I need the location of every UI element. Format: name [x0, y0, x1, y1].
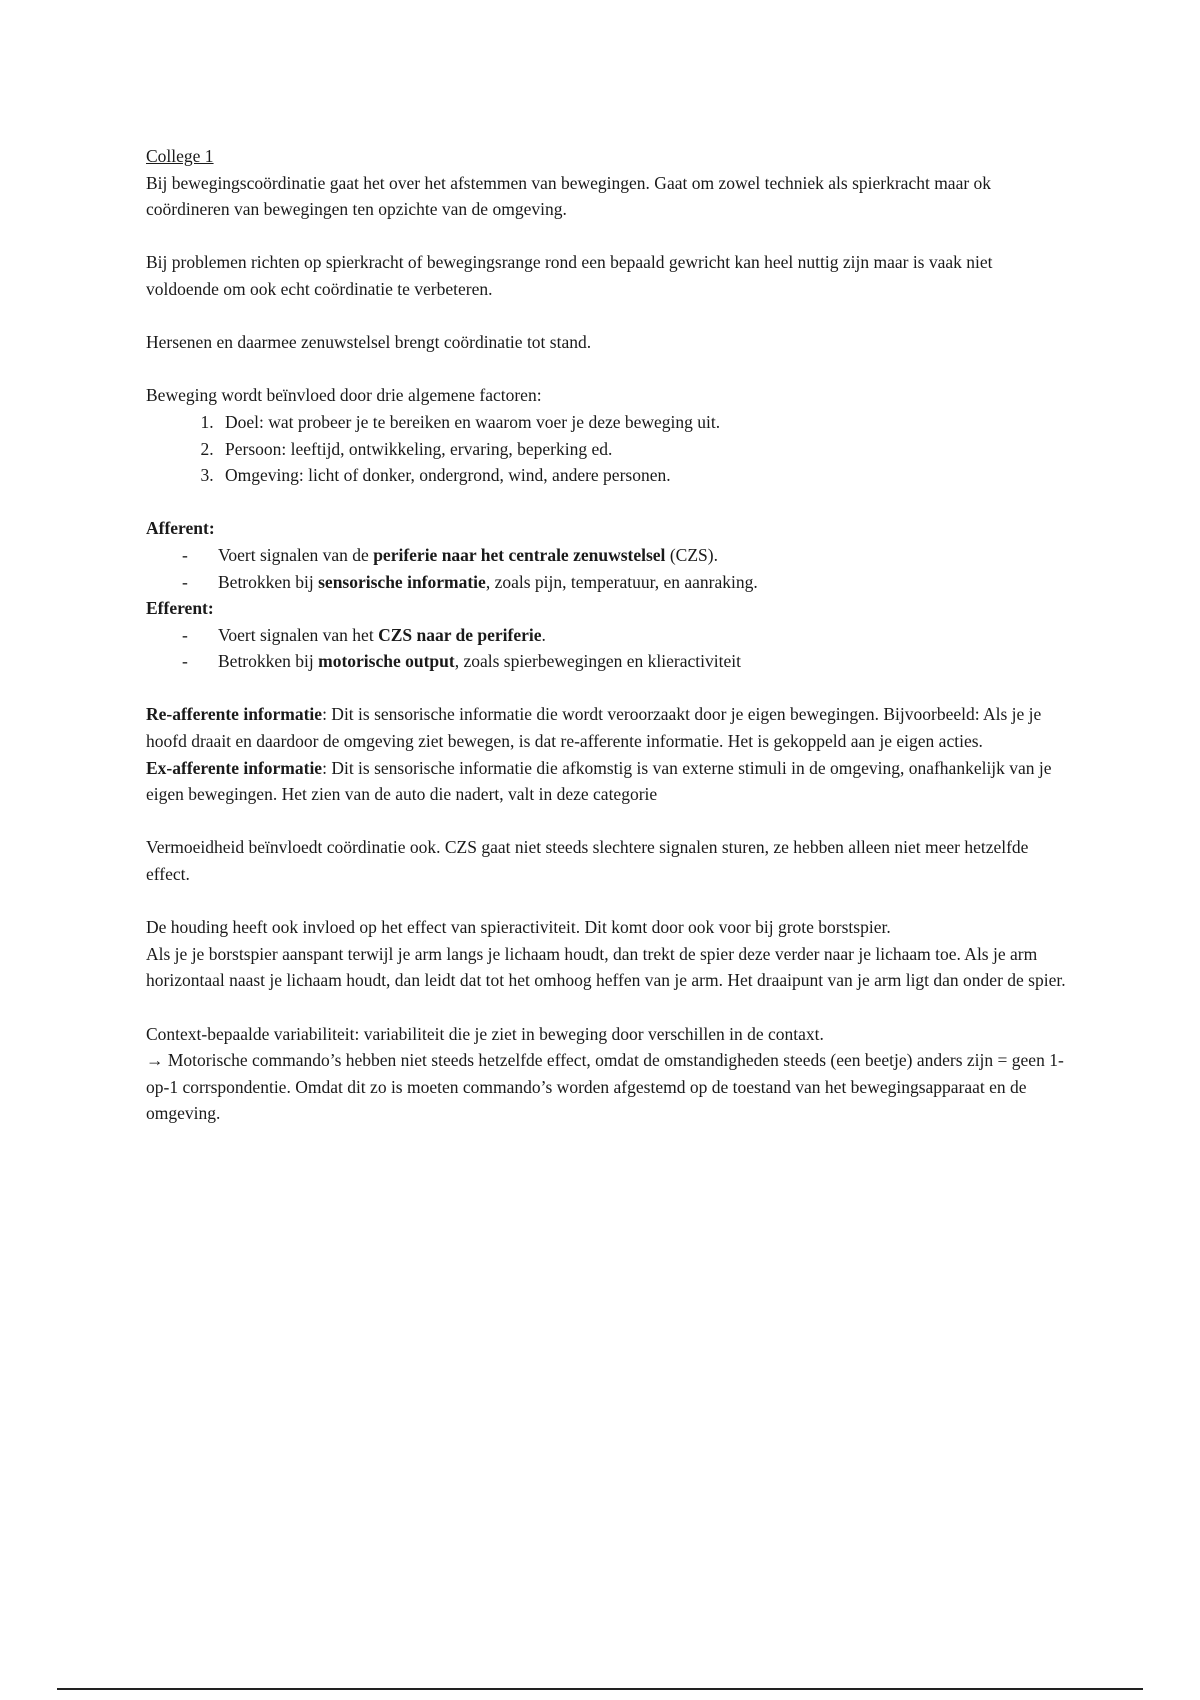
factors-list [146, 409, 1066, 489]
list-item: 2. Persoon: leeftijd, ontwikkeling, ervaring, beperking ed. [218, 436, 1066, 463]
problems-paragraph: Bij problemen richten op spierkracht of bewegingsrange rond een bepaald gewricht kan heel nuttig zijn maar is vaak niet voldoende om ook echt coördinatie te verbeteren. [146, 252, 993, 299]
list-item: 1. Doel: wat probeer je te bereiken en waarom voer je deze beweging uit. [218, 409, 1066, 436]
fatigue-paragraph: Vermoeidheid beïnvloedt coördinatie ook. CZS gaat niet steeds slechtere signalen sturen, ze hebben alleen niet meer hetzelfde effect. [146, 837, 1029, 885]
document-page [146, 143, 1066, 1127]
list-item: 3. Omgeving: licht of donker, ondergrond, wind, andere personen. [218, 462, 1066, 489]
list-item: - Voert signalen van het CZS naar de periferie. [218, 622, 1066, 649]
afferent-list [146, 542, 1066, 595]
posture-paragraph-2: Als je je borstspier aanspant terwijl je arm langs je lichaam houdt, dan trekt de spier deze verder naar je lichaam toe. Als je arm horizontaal naast je lichaam houdt, dan leidt dat tot het omhoog heffen van je arm. Het draaipunt van je arm ligt dan onder de spier. [146, 943, 1066, 991]
exafferent-paragraph: Ex-afferente informatie: Dit is sensorische informatie die afkomstig is van externe stimuli in de omgeving, onafhankelijk van je eigen bewegingen. Het zien van de auto die nadert, valt in deze categorie [146, 757, 1052, 805]
context-paragraph-2: → Motorische commando’s hebben niet steeds hetzelfde effect, omdat de omstandigheden steeds (een beetje) anders zijn = geen 1-op-1 corrspondentie. Omdat dit zo is moeten commando’s worden afgestemd op de toestand van het bewegingsapparaat en de omgeving. [146, 1050, 1064, 1124]
posture-paragraph: De houding heeft ook invloed op het effect van spieractiviteit. Dit komt door ook voor bij grote borstspier. [146, 917, 891, 938]
factors-intro: Beweging wordt beïnvloed door drie algemene factoren: [146, 385, 542, 406]
list-item: - Betrokken bij motorische output, zoals spierbewegingen en klieractiviteit [218, 648, 1066, 675]
context-paragraph: Context-bepaalde variabiliteit: variabiliteit die je ziet in beweging door verschillen in de contaxt. [146, 1023, 824, 1044]
footer-rule [57, 1688, 1143, 1690]
list-item: - Voert signalen van de periferie naar het centrale zenuwstelsel (CZS). [218, 542, 1066, 569]
brain-paragraph: Hersenen en daarmee zenuwstelsel brengt coördinatie tot stand. [146, 332, 592, 353]
list-item: - Betrokken bij sensorische informatie, zoals pijn, temperatuur, en aanraking. [218, 569, 1066, 596]
efferent-list [146, 622, 1066, 675]
page-title: College 1 [146, 146, 214, 166]
intro-paragraph: Bij bewegingscoördinatie gaat het over het afstemmen van bewegingen. Gaat om zowel techniek als spierkracht maar ok coördineren van bewegingen ten opzichte van de omgeving. [146, 172, 992, 220]
afferent-heading: Afferent: [146, 518, 215, 539]
efferent-heading: Efferent: [146, 598, 214, 619]
reafferent-paragraph: Re-afferente informatie: Dit is sensorische informatie die wordt veroorzaakt door je eigen bewegingen. Bijvoorbeeld: Als je je hoofd draait en daardoor de omgeving ziet bewegen, is dat re-afferente informatie. Het is gekoppeld aan je eigen acties. [146, 704, 1042, 752]
